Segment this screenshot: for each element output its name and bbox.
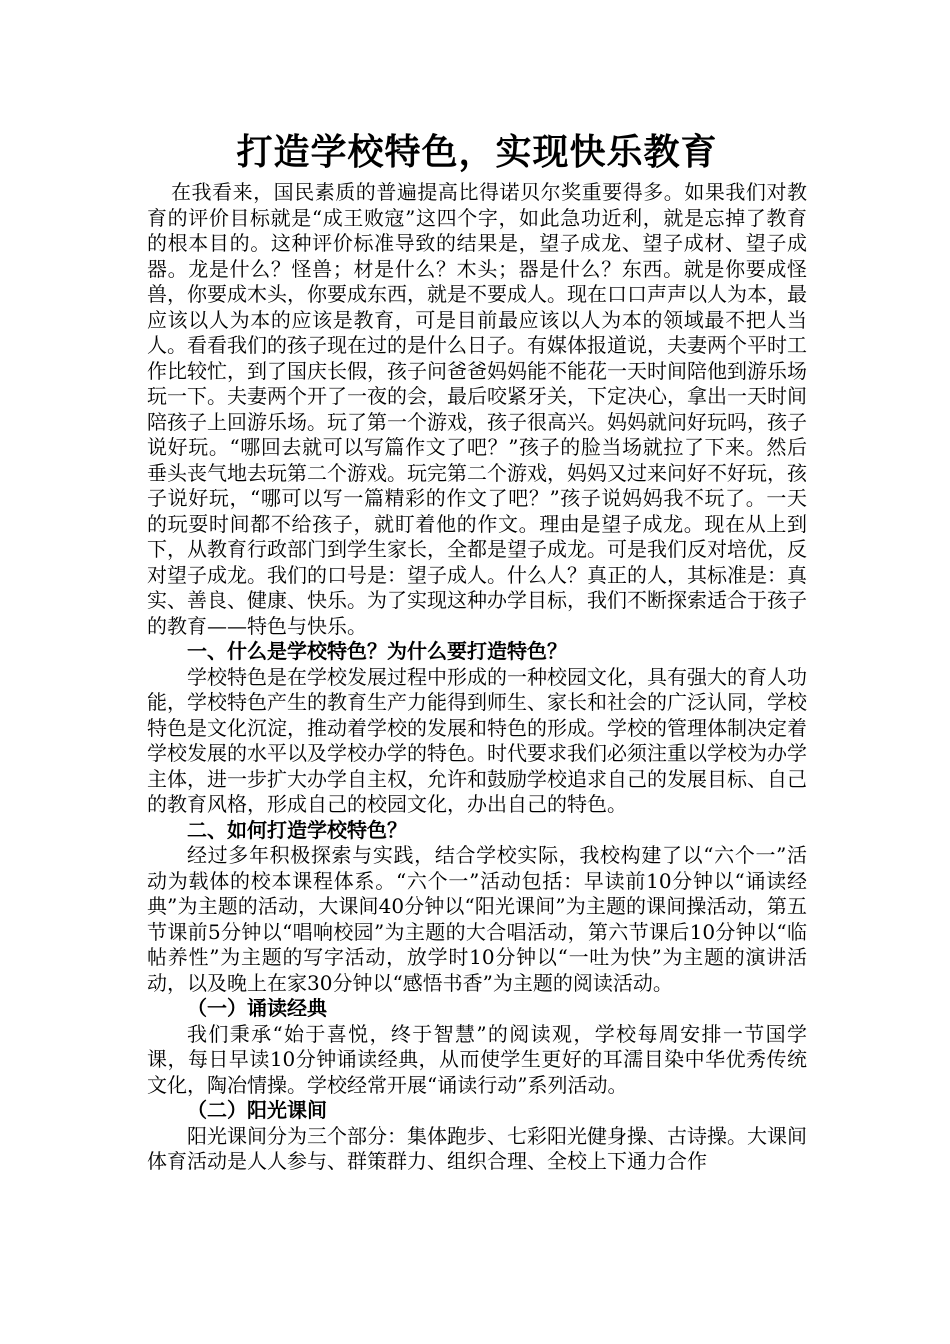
section-1-heading: 一、什么是学校特色？为什么要打造特色？: [187, 639, 567, 663]
subsection-1-heading: （一）诵读经典: [187, 996, 327, 1020]
section-2-paragraph: 经过多年积极探索与实践，结合学校实际，我校构建了以“六个一”活动为载体的校本课程体系。“六个一”活动包括：早读前10分钟以“诵读经典”为主题的活动，大课间40分钟以“阳光课间”为主题的课间操活动，第五节课前5分钟以“唱响校园”为主题的大合唱活动，第六节课后10分钟以“临帖养性”为主题的写字活动，放学时10分钟以“一吐为快”为主题的演讲活动，以及晚上在家30分钟以“感悟书香”为主题的阅读活动。: [147, 843, 807, 995]
section-2-heading: 二、如何打造学校特色？: [187, 817, 407, 842]
document-title: 打造学校特色，实现快乐教育: [236, 131, 718, 173]
subsection-2-heading: （二）阳光课间: [187, 1098, 327, 1122]
intro-paragraph: 在我看来，国民素质的普遍提高比得诺贝尔奖重要得多。如果我们对教育的评价目标就是“成王败寇”这四个字，如此急功近利，就是忘掉了教育的根本目的。这种评价标准导致的结果是，望子成龙、望子成材、望子成器。龙是什么？怪兽；材是什么？木头；器是什么？东西。就是你要成怪兽，你要成木头，你要成东西，就是不要成人。现在口口声声以人为本，最应该以人为本的应该是教育，可是目前最应该以人为本的领域最不把人当人。看看我们的孩子现在过的是什么日子。有媒体报道说，夫妻两个平时工作比较忙，到了国庆长假，孩子问爸爸妈妈能不能花一天时间陪他到游乐场玩一下。夫妻两个开了一夜的会，最后咬紧牙关，下定决心，拿出一天时间陪孩子上回游乐场。玩了第一个游戏，孩子很高兴。妈妈就问好玩吗，孩子说好玩。“哪回去就可以写篇作文了吧？”孩子的脸当场就拉了下来。然后垂头丧气地去玩第二个游戏。玩完第二个游戏，妈妈又过来问好不好玩，孩子说好玩，“哪可以写一篇精彩的作文了吧？”孩子说妈妈我不玩了。一天的玩耍时间都不给孩子，就盯着他的作文。理由是望子成龙。现在从上到下，从教育行政部门到学生家长，全都是望子成龙。可是我们反对培优，反对望子成龙。我们的口号是：望子成人。什么人？真正的人，其标准是：真实、善良、健康、快乐。为了实现这种办学目标，我们不断探索适合于孩子的教育——特色与快乐。: [147, 180, 807, 638]
subsection-2-paragraph: 阳光课间分为三个部分：集体跑步、七彩阳光健身操、古诗操。大课间体育活动是人人参与、群策群力、组织合理、全校上下通力合作: [147, 1123, 807, 1173]
section-1-paragraph: 学校特色是在学校发展过程中形成的一种校园文化，具有强大的育人功能，学校特色产生的教育生产力能得到师生、家长和社会的广泛认同，学校特色是文化沉淀，推动着学校的发展和特色的形成。学校的管理体制决定着学校发展的水平以及学校办学的特色。时代要求我们必须注重以学校为办学主体，进一步扩大办学自主权，允许和鼓励学校追求自己的发展目标、自己的教育风格，形成自己的校园文化，办出自己的特色。: [147, 664, 807, 816]
document-page: [147, 128, 807, 1175]
subsection-1-paragraph: 我们秉承“始于喜悦，终于智慧”的阅读观，学校每周安排一节国学课，每日早读10分钟诵读经典，从而使学生更好的耳濡目染中华优秀传统文化，陶冶情操。学校经常开展“诵读行动”系列活动。: [147, 1021, 807, 1097]
